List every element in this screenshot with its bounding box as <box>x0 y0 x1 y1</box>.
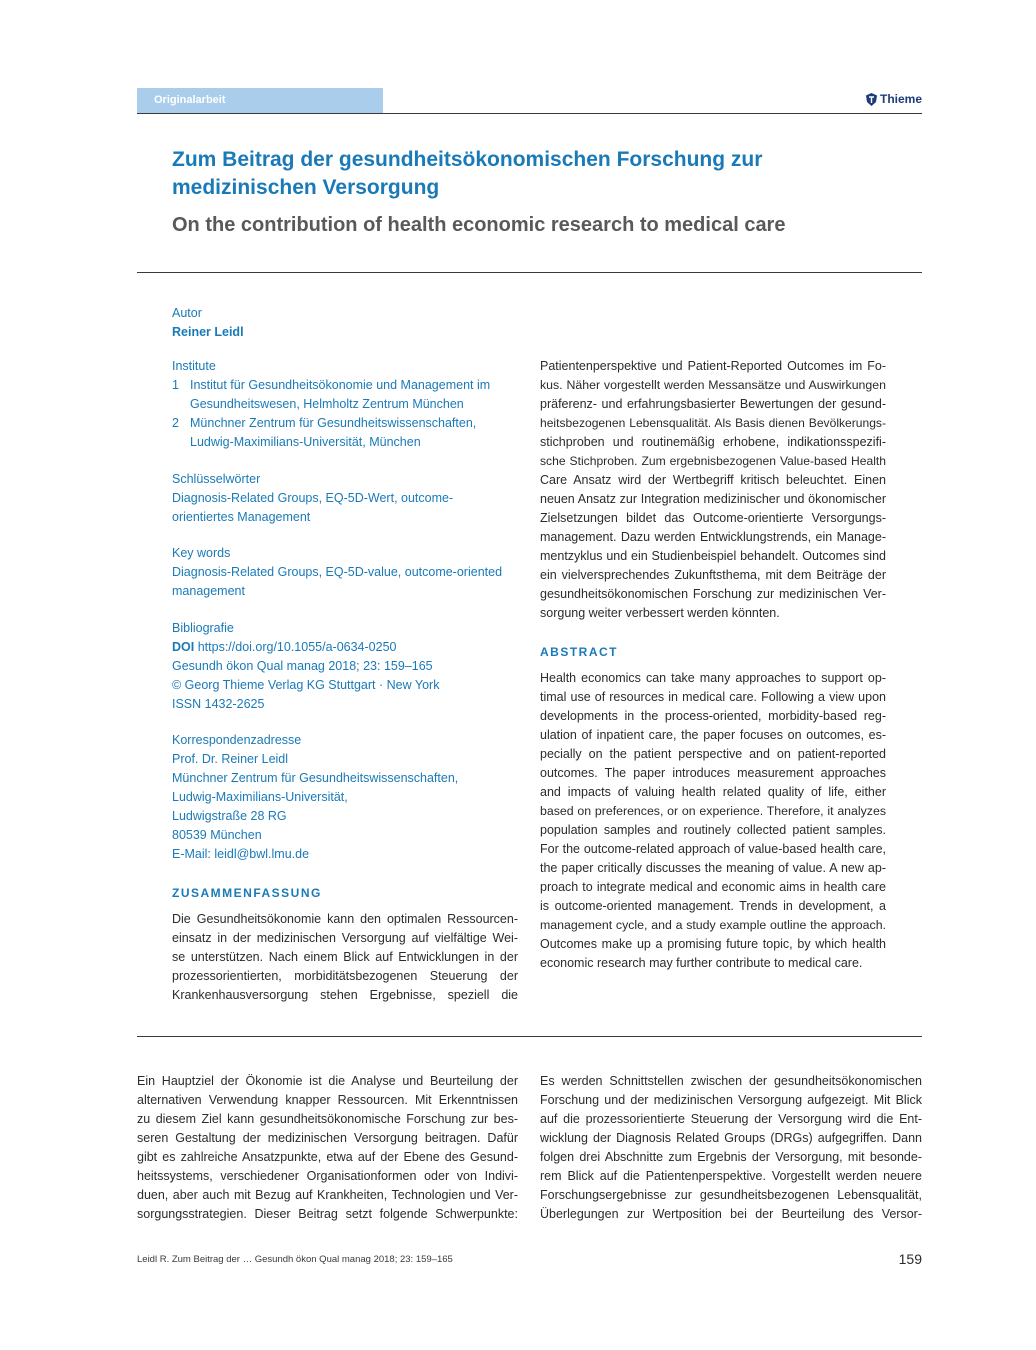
abstract-heading: ABSTRACT <box>540 645 618 659</box>
text-line: mentzyklus und ein Studienbeispiel behandelt. Outcomes sind <box>540 549 886 563</box>
author-name: Reiner Leidl <box>172 325 244 339</box>
text-line: Outcomes make up a promising future topic, by which health <box>540 937 886 951</box>
title-german-line: medizinischen Versorgung <box>172 176 440 199</box>
author-block <box>172 304 522 342</box>
text-line: For the outcome-related approach of value-based health care, <box>540 842 886 856</box>
bibliography-line: Gesundh ökon Qual manag 2018; 23: 159–165 <box>172 659 433 673</box>
intro-text-right <box>540 1072 922 1224</box>
publisher-name: Thieme <box>879 92 922 106</box>
text-line: Zielsetzungen bildet das Outcome-orientierte Versorgungs- <box>540 511 886 525</box>
text-line: gibt es zahlreiche Ansatzpunkte, etwa auf der Ebene des Gesund- <box>137 1150 518 1164</box>
institute-line: Ludwig-Maximilians-Universität, München <box>190 435 421 449</box>
text-line: ulation of inpatient care, the paper focuses on outcomes, es- <box>540 728 886 742</box>
text-line: neuen Ansatz zur Integration medizinischer und ökonomischer <box>540 492 886 506</box>
text-line: management. Dazu werden Entwicklungstrends, ein Manage- <box>540 530 886 544</box>
correspondence-email[interactable]: E-Mail: leidl@bwl.lmu.de <box>172 847 310 861</box>
text-line: pecially on the patient perspective and on patient-reported <box>540 747 886 761</box>
title-german-line: Zum Beitrag der gesundheitsökonomischen Forschung zur <box>172 148 763 171</box>
text-line: sche Stichproben. Zum ergebnisbezogenen Value-based Health <box>540 454 886 468</box>
text-line: management cycle, and a study example outline the approach. <box>540 918 886 932</box>
keywords-en-line: Diagnosis-Related Groups, EQ-5D-value, outcome-oriented <box>172 565 503 579</box>
keywords-de-heading: Schlüsselwörter <box>172 472 261 486</box>
text-line: population samples and routinely collected patient samples. <box>540 823 886 837</box>
text-line: zu diesem Ziel kann gesundheitsökonomische Forschung zur bes- <box>137 1112 518 1126</box>
text-line: gesundheitsökonomischen Forschung zur medizinischen Ver- <box>540 587 886 601</box>
text-line: developments in the process-oriented, morbidity-based reg- <box>540 709 886 723</box>
text-line: proach to integrate medical and economic aims in health care <box>540 880 886 894</box>
text-line: präferenz- und erfahrungsbasierter Bewertungen der gesund- <box>540 397 886 411</box>
text-line: Es werden Schnittstellen zwischen der gesundheitsökonomischen <box>540 1074 922 1088</box>
correspondence-block <box>172 731 522 864</box>
section-tag: Originalarbeit <box>137 88 383 114</box>
doi-label: DOI <box>172 640 195 654</box>
bibliography-line: ISSN 1432-2625 <box>172 697 265 711</box>
institute-number: 2 <box>172 416 179 430</box>
text-line: Krankenhausversorgung stehen Ergebnisse, speziell die <box>172 988 518 1002</box>
text-line: ein vielversprechendes Zukunftsthema, mit dem Beiträge der <box>540 568 886 582</box>
correspondence-line: 80539 München <box>172 828 262 842</box>
institutes-heading: Institute <box>172 359 216 373</box>
text-line: Überlegungen zur Wertposition bei der Beurteilung des Versor- <box>540 1207 922 1221</box>
zusammenfassung-heading: ZUSAMMENFASSUNG <box>172 886 322 900</box>
text-line: kus. Näher vorgestellt werden Messansätze und Auswirkungen <box>540 378 886 392</box>
publisher-logo <box>866 92 922 106</box>
text-line: alternativen Verwendung knapper Ressourcen. Mit Erkenntnissen <box>137 1093 518 1107</box>
bibliography-line: © Georg Thieme Verlag KG Stuttgart · New York <box>172 678 440 692</box>
text-line: sorgung weiter verbessert werden könnten. <box>540 606 780 620</box>
title-rule <box>137 272 922 273</box>
text-line: sorgungsstrategien. Dieser Beitrag setzt folgende Schwerpunkte: <box>137 1207 518 1221</box>
zusammenfassung-text-left <box>172 910 518 1005</box>
correspondence-heading: Korrespondenzadresse <box>172 733 302 747</box>
correspondence-line: Ludwigstraße 28 RG <box>172 809 287 823</box>
keywords-de-line: Diagnosis-Related Groups, EQ-5D-Wert, outcome- <box>172 491 454 505</box>
zusammenfassung-text-right <box>540 357 886 623</box>
keywords-en-heading: Key words <box>172 546 231 560</box>
text-line: prozessorientierten, morbiditätsbezogenen Steuerung der <box>172 969 518 983</box>
text-line: Care Ansatz wird der Wertbegriff kritisch beleuchtet. Einen <box>540 473 886 487</box>
text-line: auf die prozessorientierte Steuerung der Versorgung wird die Ent- <box>540 1112 922 1126</box>
keywords-de-block <box>172 470 522 527</box>
title-german <box>172 146 892 202</box>
text-line: outcomes. The paper introduces measurement approaches <box>540 766 886 780</box>
bibliography-heading: Bibliografie <box>172 621 234 635</box>
text-line: Patientenperspektive und Patient-Reported Outcomes im Fo- <box>540 359 886 373</box>
text-line: wicklung der Diagnosis Related Groups (DRGs) aufgegriffen. Dann <box>540 1131 922 1145</box>
text-line: Die Gesundheitsökonomie kann den optimalen Ressourcen- <box>172 912 518 926</box>
correspondence-line: Münchner Zentrum für Gesundheitswissenschaften, <box>172 771 459 785</box>
text-line: Forschung und der medizinischen Versorgung aufgezeigt. Mit Blick <box>540 1093 922 1107</box>
intro-text-left <box>137 1072 518 1224</box>
footer-citation: Leidl R. Zum Beitrag der … Gesundh ökon Qual manag 2018; 23: 159–165 <box>137 1254 453 1265</box>
abstract-text <box>540 669 886 973</box>
title-english: On the contribution of health economic research to medical care <box>172 214 786 236</box>
text-line: timal use of resources in medical care. Following a view upon <box>540 690 886 704</box>
text-line: Ein Hauptziel der Ökonomie ist die Analyse und Beurteilung der <box>137 1074 518 1088</box>
text-line: Health economics can take many approaches to support op- <box>540 671 886 685</box>
thieme-emblem-icon <box>866 93 877 106</box>
text-line: the paper critically discusses the meaning of value. A new ap- <box>540 861 886 875</box>
text-line: stichproben und routinemäßig erhobene, indikationsspezifi- <box>540 435 886 449</box>
page-number: 159 <box>898 1251 922 1267</box>
correspondence-line: Ludwig-Maximilians-Universität, <box>172 790 348 804</box>
institute-line: Münchner Zentrum für Gesundheitswissenschaften, <box>190 416 477 430</box>
institute-item <box>172 414 522 452</box>
text-line: is outcome-oriented management. Trends in development, a <box>540 899 886 913</box>
abstract-rule <box>137 1036 922 1037</box>
institute-item <box>172 376 522 414</box>
institute-line: Institut für Gesundheitsökonomie und Management im <box>190 378 491 392</box>
text-line: rem Blick auf die Patientenperspektive. Vorgestellt werden neuere <box>540 1169 922 1183</box>
keywords-en-line: management <box>172 584 245 598</box>
author-heading: Autor <box>172 306 202 320</box>
text-line: seren Gestaltung der medizinischen Versorgung beitragen. Dafür <box>137 1131 518 1145</box>
text-line: and impacts of valuing health related quality of life, either <box>540 785 886 799</box>
doi-link[interactable]: https://doi.org/10.1055/a-0634-0250 <box>197 640 397 654</box>
text-line: folgen drei Abschnitte zum Ergebnis der Versorgung, mit besonde- <box>540 1150 922 1164</box>
institute-number: 1 <box>172 378 179 392</box>
correspondence-line: Prof. Dr. Reiner Leidl <box>172 752 289 766</box>
keywords-en-block <box>172 544 522 601</box>
text-line: Forschungsergebnisse zur gesundheitsbezogenen Lebensqualität, <box>540 1188 922 1202</box>
text-line: duen, aber auch mit Bezug auf Krankheiten, Technologien und Ver- <box>137 1188 518 1202</box>
text-line: based on preferences, or on experience. Therefore, it analyzes <box>540 804 886 818</box>
bibliography-block <box>172 619 522 714</box>
text-line: einsatz in der medizinischen Versorgung auf vielfältige Wei- <box>172 931 518 945</box>
institute-line: Gesundheitswesen, Helmholtz Zentrum München <box>190 397 464 411</box>
text-line: heitssystems, verschiedener Organisationformen oder von Indivi- <box>137 1169 518 1183</box>
institutes-block <box>172 357 522 452</box>
text-line: economic research may further contribute to medical care. <box>540 956 863 970</box>
header-rule <box>137 113 922 114</box>
text-line: heitsbezogenen Lebensqualität. Als Basis dienen Bevölkerungs- <box>540 416 886 430</box>
text-line: se unterstützen. Nach einem Blick auf Entwicklungen in der <box>172 950 518 964</box>
keywords-de-line: orientiertes Management <box>172 510 311 524</box>
